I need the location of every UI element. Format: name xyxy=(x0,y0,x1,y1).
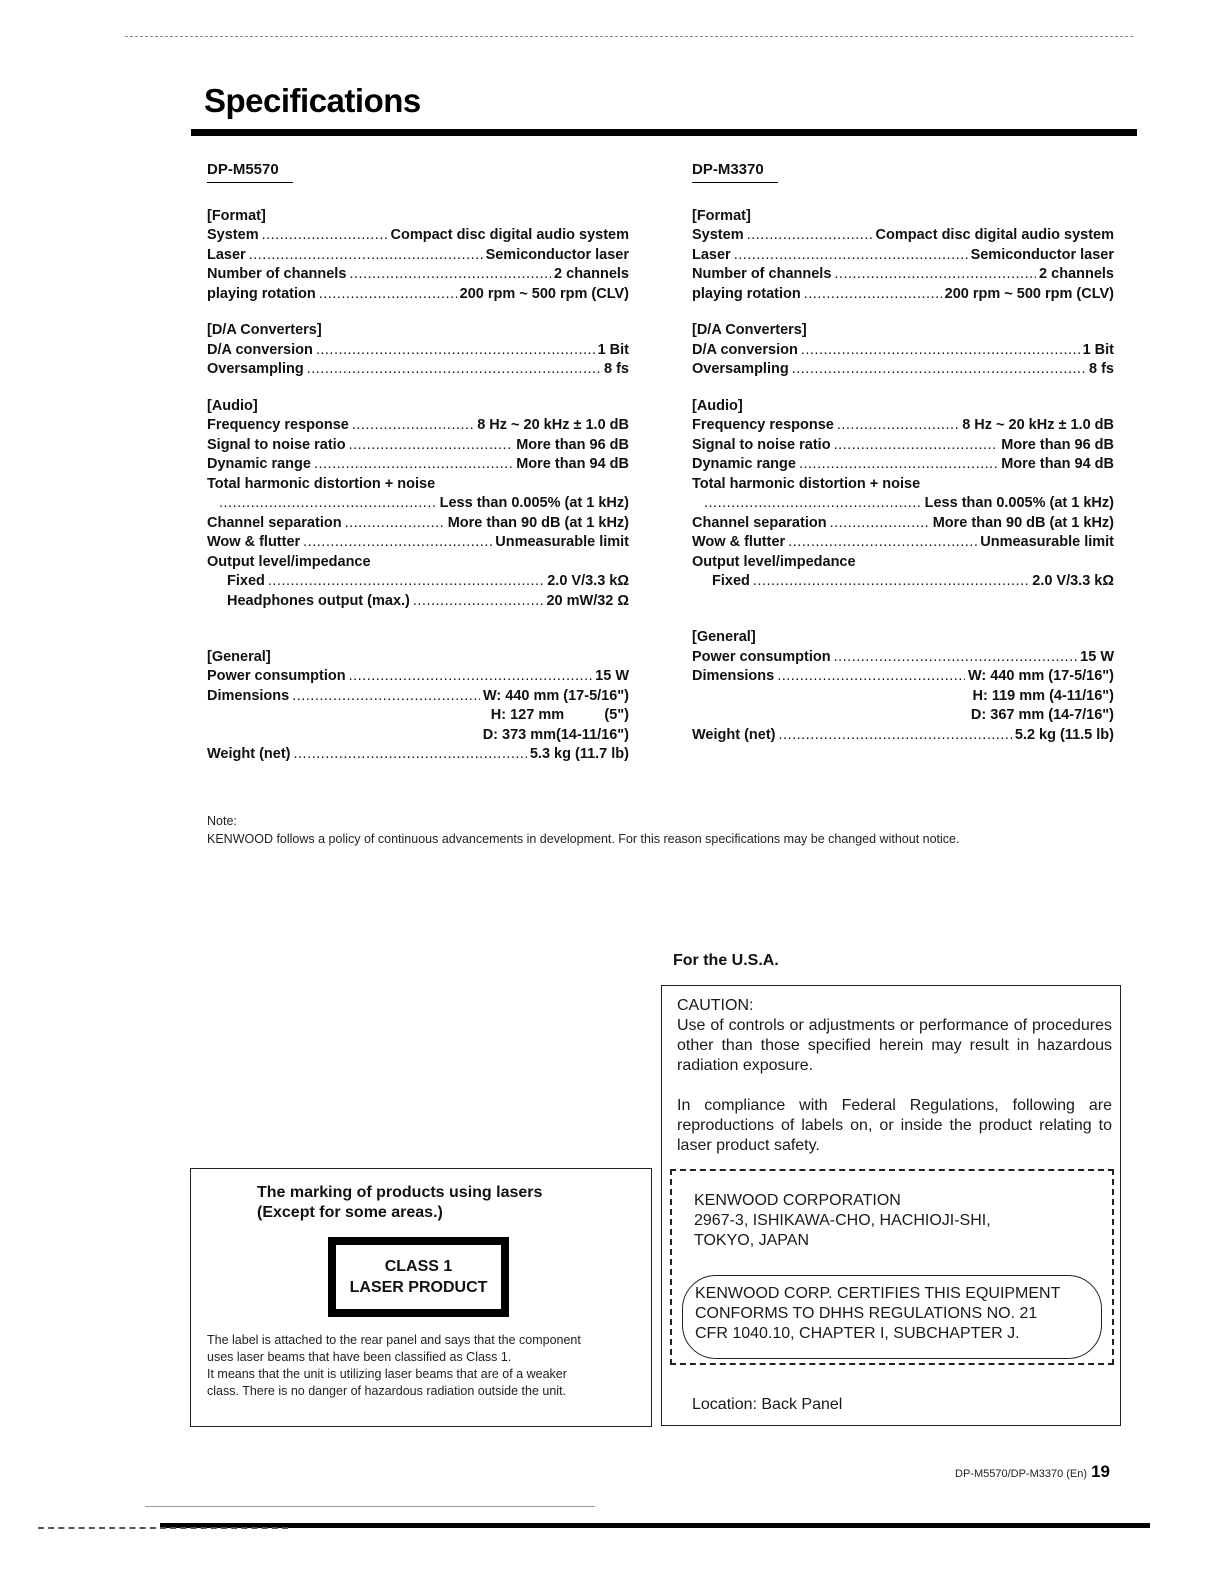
spec-value: 2 channels xyxy=(1039,266,1114,282)
certification-line: KENWOOD CORP. CERTIFIES THIS EQUIPMENT xyxy=(695,1285,1061,1302)
da-section xyxy=(692,321,1114,380)
title-rule xyxy=(191,129,1137,136)
spec-row-weight xyxy=(692,726,1114,746)
page-title: Specifications xyxy=(204,82,421,119)
spec-value: Less than 0.005% (at 1 kHz) xyxy=(924,495,1114,511)
spec-value-depth: D: 367 mm (14-7/16") xyxy=(970,707,1114,723)
spec-value-height: H: 127 mm (5") xyxy=(490,707,629,723)
bottom-thin-rule xyxy=(145,1506,595,1507)
spec-row-separation xyxy=(692,514,1114,534)
class-label-line: CLASS 1 xyxy=(384,1258,453,1275)
spec-label-output: Output level/impedance xyxy=(207,553,371,570)
spec-row-thd xyxy=(207,494,629,514)
spec-label: Fixed xyxy=(712,573,750,589)
caution-text: Use of controls or adjustments or performance of procedures other than those specified herein may result in hazardous radiation exposure. xyxy=(677,1017,1112,1074)
section-title: [D/A Converters] xyxy=(692,322,807,338)
spec-value: More than 90 dB (at 1 kHz) xyxy=(447,514,629,531)
spec-column-dp-m5570 xyxy=(207,160,629,782)
spec-row-weight xyxy=(207,745,629,765)
spec-value: Unmeasurable limit xyxy=(495,534,629,550)
spec-value: 15 W xyxy=(595,668,629,684)
spec-label: Dimensions xyxy=(207,687,290,704)
general-section xyxy=(207,648,629,765)
spec-value: More than 90 dB (at 1 kHz) xyxy=(932,514,1114,531)
spec-value: 1 Bit xyxy=(1082,341,1114,358)
section-title: [Audio] xyxy=(207,397,258,414)
spec-label: Weight (net) xyxy=(207,746,291,762)
audio-section xyxy=(692,397,1114,592)
spec-value: Unmeasurable limit xyxy=(980,534,1114,550)
spec-row-thd xyxy=(692,494,1114,514)
spec-row-oversampling xyxy=(692,360,1114,380)
section-title: [Format] xyxy=(692,207,751,224)
spec-row-laser xyxy=(207,246,629,266)
spec-label: Channel separation xyxy=(692,514,827,531)
spec-row-wow-flutter xyxy=(207,533,629,553)
spec-value: 8 Hz ~ 20 kHz ± 1.0 dB xyxy=(962,417,1114,433)
spec-label: Signal to noise ratio xyxy=(692,436,831,453)
spec-label: Frequency response xyxy=(207,417,349,433)
address-line: KENWOOD CORPORATION xyxy=(694,1192,901,1209)
spec-value: More than 96 dB xyxy=(1001,436,1114,453)
certification-line: CONFORMS TO DHHS REGULATIONS NO. 21 xyxy=(695,1305,1038,1322)
section-title: [Format] xyxy=(207,207,266,224)
format-section xyxy=(692,207,1114,305)
note xyxy=(207,812,959,848)
spec-row-dimensions xyxy=(207,687,629,707)
spec-value: More than 96 dB xyxy=(516,436,629,453)
model-heading: DP-M5570 xyxy=(207,160,293,183)
spec-row-snr xyxy=(692,436,1114,456)
spec-row-dimensions xyxy=(692,667,1114,687)
spec-label: Power consumption xyxy=(207,668,346,684)
caution-paragraph xyxy=(677,996,1112,1076)
spec-label: Channel separation xyxy=(207,514,342,531)
spec-value: 2 channels xyxy=(554,266,629,282)
address-line: TOKYO, JAPAN xyxy=(694,1232,809,1249)
footer-model: DP-M5570/DP-M3370 (En) xyxy=(955,1468,1088,1480)
spec-value: 20 mW/32 Ω xyxy=(546,592,629,609)
spec-label: Dynamic range xyxy=(207,456,311,472)
certification-oval xyxy=(682,1275,1102,1359)
spec-row-channels xyxy=(207,265,629,285)
spec-label: Laser xyxy=(207,246,246,263)
format-section xyxy=(207,207,629,305)
spec-label: playing rotation xyxy=(692,285,801,302)
spec-value: 8 fs xyxy=(604,361,629,377)
spec-label: Frequency response xyxy=(692,417,834,433)
spec-row-system xyxy=(207,226,629,246)
top-dashed-line xyxy=(125,36,1133,37)
spec-label: playing rotation xyxy=(207,285,316,302)
laser-description: The label is attached to the rear panel and says that the component uses laser beams that have been classified as Class 1. It means that the unit is utilizing laser beams that are of a weaker class. There is no danger of hazardous radiation outside the unit. xyxy=(207,1333,581,1398)
caution-box xyxy=(661,985,1121,1426)
spec-label: Weight (net) xyxy=(692,726,776,743)
spec-label: System xyxy=(207,227,259,243)
spec-value-depth: D: 373 mm(14-11/16") xyxy=(482,726,629,743)
spec-label-thd: Total harmonic distortion + noise xyxy=(207,475,436,492)
spec-label: Oversampling xyxy=(692,361,789,377)
audio-section xyxy=(207,397,629,612)
spec-value: 200 rpm ~ 500 rpm (CLV) xyxy=(459,285,629,302)
spec-value: 1 Bit xyxy=(597,341,629,358)
spec-label: Fixed xyxy=(227,573,265,589)
spec-row-dynamic-range xyxy=(207,455,629,475)
spec-value: 2.0 V/3.3 kΩ xyxy=(1032,573,1114,589)
bottom-dashed-line xyxy=(38,1527,288,1529)
class-label-line: LASER PRODUCT xyxy=(349,1279,488,1296)
spec-value: 15 W xyxy=(1080,648,1114,665)
spec-value: 5.3 kg (11.7 lb) xyxy=(529,746,629,762)
section-title: [Audio] xyxy=(692,397,743,414)
spec-row-power xyxy=(692,648,1114,668)
spec-label: Wow & flutter xyxy=(692,534,786,550)
manufacturer-address xyxy=(694,1191,991,1251)
spec-row-dynamic-range xyxy=(692,455,1114,475)
caution-title: CAUTION: xyxy=(677,997,754,1014)
spec-label: D/A conversion xyxy=(207,341,313,358)
spec-value: Semiconductor laser xyxy=(970,246,1114,263)
spec-row-rotation xyxy=(207,285,629,305)
spec-label: Wow & flutter xyxy=(207,534,301,550)
spec-row-fixed xyxy=(692,572,1114,592)
spec-row-power xyxy=(207,667,629,687)
note-label: Note: xyxy=(207,814,237,828)
address-line: 2967-3, ISHIKAWA-CHO, HACHIOJI-SHI, xyxy=(694,1212,991,1229)
spec-row-wow-flutter xyxy=(692,533,1114,553)
spec-label: Number of channels xyxy=(207,266,347,282)
spec-value: 5.2 kg (11.5 lb) xyxy=(1014,726,1114,743)
compliance-text: In compliance with Federal Regulations, following are reproductions of labels on, or inside the product relating to laser product safety. xyxy=(677,1097,1112,1154)
spec-value: 200 rpm ~ 500 rpm (CLV) xyxy=(944,285,1114,302)
bottom-rule xyxy=(160,1523,1150,1528)
laser-marking-box xyxy=(190,1168,652,1427)
spec-label: Headphones output (max.) xyxy=(227,592,410,609)
spec-value: W: 440 mm (17-5/16") xyxy=(482,687,629,704)
general-section xyxy=(692,628,1114,745)
certification-line: CFR 1040.10, CHAPTER I, SUBCHAPTER J. xyxy=(695,1325,1020,1342)
page-footer xyxy=(955,1462,1110,1482)
spec-label: Dimensions xyxy=(692,668,775,684)
usa-heading: For the U.S.A. xyxy=(673,952,779,969)
section-title: [General] xyxy=(207,648,271,665)
spec-value: W: 440 mm (17-5/16") xyxy=(967,668,1114,684)
spec-value: Compact disc digital audio system xyxy=(875,227,1114,243)
spec-row-fixed xyxy=(207,572,629,592)
spec-label: Laser xyxy=(692,246,731,263)
spec-value: 2.0 V/3.3 kΩ xyxy=(547,573,629,589)
spec-row-da-conversion xyxy=(692,341,1114,361)
class-1-laser-label xyxy=(328,1237,509,1317)
spec-row-snr xyxy=(207,436,629,456)
spec-label: Signal to noise ratio xyxy=(207,436,346,453)
spec-label-output: Output level/impedance xyxy=(692,553,856,570)
label-location: Location: Back Panel xyxy=(692,1396,843,1413)
spec-label: Power consumption xyxy=(692,648,831,665)
spec-value-height: H: 119 mm (4-11/16") xyxy=(972,687,1114,704)
spec-label: System xyxy=(692,227,744,243)
spec-column-dp-m3370 xyxy=(692,160,1114,762)
spec-row-separation xyxy=(207,514,629,534)
spec-row-rotation xyxy=(692,285,1114,305)
spec-value: More than 94 dB xyxy=(516,456,629,472)
spec-value: More than 94 dB xyxy=(1001,456,1114,472)
spec-row-laser xyxy=(692,246,1114,266)
spec-row-headphones xyxy=(207,592,629,612)
spec-label: Oversampling xyxy=(207,361,304,377)
spec-label: D/A conversion xyxy=(692,341,798,358)
spec-value: Compact disc digital audio system xyxy=(390,227,629,243)
section-title: [General] xyxy=(692,629,756,645)
spec-row-oversampling xyxy=(207,360,629,380)
laser-label-reproduction xyxy=(670,1169,1114,1365)
spec-row-system xyxy=(692,226,1114,246)
spec-value: Semiconductor laser xyxy=(485,246,629,263)
spec-label: Dynamic range xyxy=(692,456,796,472)
spec-row-channels xyxy=(692,265,1114,285)
spec-row-frequency xyxy=(207,416,629,436)
spec-value: 8 Hz ~ 20 kHz ± 1.0 dB xyxy=(477,417,629,433)
spec-value: 8 fs xyxy=(1089,361,1114,377)
spec-row-frequency xyxy=(692,416,1114,436)
note-text: KENWOOD follows a policy of continuous advancements in development. For this reason specifications may be changed without notice. xyxy=(207,832,960,846)
spec-label-thd: Total harmonic distortion + noise xyxy=(692,475,921,492)
spec-label: Number of channels xyxy=(692,266,832,282)
laser-marking-title: The marking of products using lasers (Except for some areas.) xyxy=(257,1184,543,1221)
spec-value: Less than 0.005% (at 1 kHz) xyxy=(439,495,629,511)
spec-row-da-conversion xyxy=(207,341,629,361)
model-heading: DP-M3370 xyxy=(692,160,778,183)
section-title: [D/A Converters] xyxy=(207,322,322,338)
page-number: 19 xyxy=(1091,1462,1110,1481)
da-section xyxy=(207,321,629,380)
